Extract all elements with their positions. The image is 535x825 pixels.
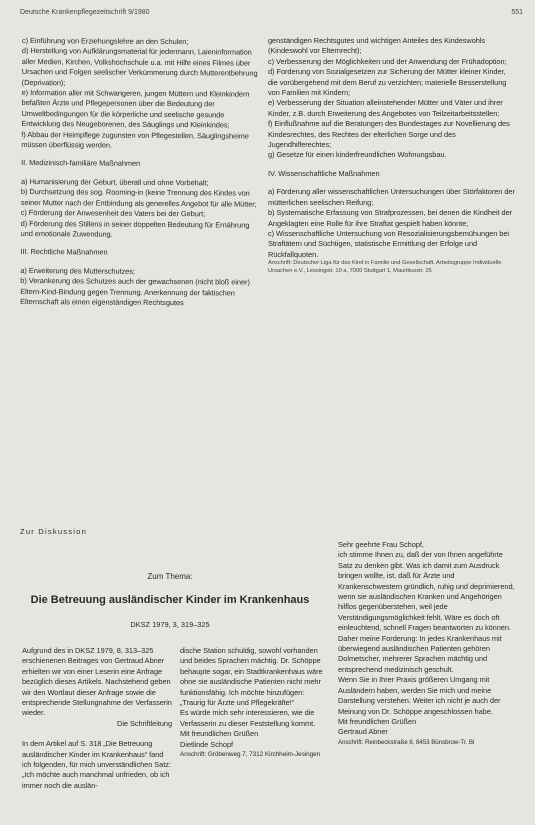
- topic-label: Zum Thema:: [147, 572, 193, 581]
- running-header: [20, 9, 523, 21]
- bottom-right-column: [338, 540, 518, 748]
- letter-paragraph: dische Station schuldig, sowohl vorhanden und beides Sprachen mächtig. Dr. Schöppe behaupte sogar, ein Stadtkrankenhaus wäre ohne sie ausländische Patienten nicht mehr funktionsfähig. Ich möchte hinzufügen: „Traurig für Ärzte und Pflegekräfte!“: [180, 646, 323, 708]
- intro-paragraph: Aufgrund des in DKSZ 1979, 8, 313–325 erschienenen Beitrages von Gertraud Abner erhielten wir von einer Leserin eine Anfrage bezüglich dieses Artikels. Nachstehend geben wir den Wortlaut dieser Anfrage sowie die entsprechende Stellungnahme der Verfasserin wieder.: [22, 646, 172, 718]
- section-heading-medical: II. Medizinisch-familiäre Maßnahmen: [21, 158, 141, 169]
- top-right-column: [268, 36, 516, 276]
- discussion-label: Zur Diskussion: [20, 527, 88, 536]
- list-item: c) Förderung der Anwesenheit des Vaters bei der Geburt;: [20, 208, 206, 219]
- list-item: c) Wissenschaftliche Untersuchung von Resozialisierungsbemühungen bei Straftätern und Süchtigen, statistische Ermittlung der Erfolge und Rückfallquoten.: [268, 228, 509, 259]
- article-title: Die Betreuung ausländischer Kinder im Krankenhaus: [30, 594, 310, 606]
- bottom-middle-column: [180, 646, 330, 760]
- section-heading-scientific: IV. Wissenschaftliche Maßnahmen: [268, 168, 380, 178]
- list-item: a) Humanisierung der Geburt, überall und ohne Vorbehalt;: [20, 176, 209, 188]
- reply-paragraph: Wenn Sie in Ihrer Praxis größeren Umgang mit Ausländern haben, werden Sie mich und meine Darstellung verstehen. Weiter ich nicht je auch der Meinung von Dr. Schöppe angeschlossen habe.: [338, 675, 501, 716]
- reply-salutation: Sehr geehrte Frau Schopf,: [338, 540, 424, 549]
- footnote-address: Anschrift: Deutscher Liga für das Kind in Familie und Gesellschaft, Arbeitsgruppe Individuelle Ursachen e.V., Lessingstr. 10 a, 7000 Stuttgart 1, Mauritiusstr. 25: [268, 260, 502, 274]
- page-number: 551: [511, 9, 523, 16]
- list-item: f) Einflußnahme auf die Beratungen des Bundestages zur Novellierung des Kindesrechtes, des Rechtes der elterlichen Sorge und des Jugendhilferechtes;: [268, 119, 510, 150]
- list-item: d) Herstellung von Aufklärungsmaterial für jedermann, Laieninformation aller Medien, Kirchen, Volkshochschule u.a. mit Hilfe eines Filmes über Ursachen und Folgen seelischer Verkümmerung durch Mutterentbehrung (Deprivation);: [21, 46, 258, 87]
- list-item: b) Systematische Erfassung von Strafprozessen, bei denen die Kindheit der Angeklagten eine Rolle für ihre Straftat gespielt haben könnte;: [268, 208, 513, 228]
- list-item: e) Verbesserung der Situation alleinstehender Mütter und Väter und ihrer Kinder, z.B. durch Erweiterung des Angebotes von Teilzeitarbeitsstellen;: [268, 98, 503, 118]
- list-item: e) Information aller mit Schwangeren, jungen Müttern und Kleinkindern befaßten Ärzte und Pflegepersonen über die Bedeutung der Umweltbedingungen für die körperliche und seelische gesunde Entwicklung des Neugeborenen, des Säuglings und Kleinkindes;: [21, 88, 250, 130]
- letter-paragraph: „Ich möchte auch manchmal unfrieden, ob ich immer noch die auslän-: [22, 770, 170, 790]
- reply-paragraph: Daher meine Forderung: In jedes Krankenhaus mit überwiegend ausländischen Patienten gehören Dolmetscher, mehrerer Sprachen mächtig und entsprechend medizinisch geschult.: [338, 633, 502, 674]
- list-item: b) Verankerung des Schutzes auch der gewachsenen (nicht bloß einer) Eltern-Kind-Bindung gegen Trennung. Anerkennung der faktischen Elternschaft als einen eigenständigen Rechtsgutes: [20, 276, 250, 308]
- list-item: c) Einführung von Erziehungslehre an den Schulen;: [21, 36, 189, 47]
- list-item: a) Erweiterung des Mutterschutzes;: [20, 265, 135, 276]
- list-item: a) Förderung aller wissenschaftlichen Untersuchungen über Störfaktoren der mütterlichen seelischen Reifung;: [268, 187, 515, 207]
- list-item: c) Verbesserung der Möglichkeiten und der Anwendung der Frühadoption;: [268, 56, 507, 66]
- list-item: d) Forderung von Sozialgesetzen zur Sicherung der Mütter kleiner Kinder, die vorübergehend mit dem Beruf zu verzichten; materielle Besserstellung von Familien mit Kindern;: [268, 67, 507, 98]
- letter-paragraph: Es würde mich sehr interessieren, wie die Verfasserin zu dieser Feststellung kommt.: [180, 708, 316, 728]
- top-left-column: [20, 36, 264, 309]
- continued-text: genständigen Rechtsgutes und wichtigen Anteiles des Kindeswohls (Kindeswohl vor Elternrecht);: [268, 36, 486, 56]
- reply-closing: Mit freundlichen Grüßen: [338, 716, 417, 726]
- editor-signature: Die Schriftleitung: [117, 718, 172, 728]
- letter-signature: Dietlinde Schopf: [180, 739, 234, 749]
- list-item: d) Förderung des Stillens in seiner doppelten Bedeutung für Ernährung und emotionale Zuwendung.: [20, 218, 250, 239]
- section-heading-legal: III. Rechtliche Maßnahmen: [20, 247, 108, 257]
- letter-paragraph: In dem Artikel auf S. 318 „Die Betreuung ausländischer Kinder im Krankenhaus“ fand ich folgenden, für mich unverständlichen Satz:: [22, 739, 171, 770]
- reply-signature: Gertraud Abner: [338, 727, 388, 737]
- bottom-left-column: [22, 646, 172, 791]
- journal-name: Deutsche Krankenpflegezeitschrift 9/1980: [20, 9, 150, 16]
- list-item: f) Abbau der Heimpflege zugunsten von Pflegestellen, Säuglingsheime müssen überflüssig werden.: [21, 129, 249, 150]
- reply-paragraph: ich stimme Ihnen zu, daß der von Ihnen angeführte Satz zu denken gibt. Was ich damit zum Ausdruck bringen wollte, ist, daß für Ärzte und Krankenschwestern gründlich, ruhig und deprimierend, wenn sie ausländischen Kranken und Angehörigen hilflos gegenüberstehen, weil jede Verständigungsmöglichkeit fehlt. Wäre es doch oft einleuchtend, schnell Fragen beantworten zu können.: [338, 550, 515, 633]
- article-citation: DKSZ 1979, 3, 319–325: [130, 620, 210, 629]
- list-item: g) Gesetze für einen kinderfreundlichen Wohnungsbau.: [268, 150, 447, 160]
- list-item: b) Durchsetzung des sog. Rooming-in (keine Trennung des Kindes von seiner Mutter nach der Entbindung als generelles Angebot für alle Mütter;: [20, 187, 257, 209]
- letter-closing: Mit freundlichen Grüßen: [180, 729, 259, 739]
- reply-address: Anschrift: Reinbeckstraße 8, 8453 Bünsbrow-Tr. Bl: [338, 738, 475, 746]
- letter-address: Anschrift: Gröbenweg 7, 7312 Kirchheim-Jesingen: [180, 751, 321, 759]
